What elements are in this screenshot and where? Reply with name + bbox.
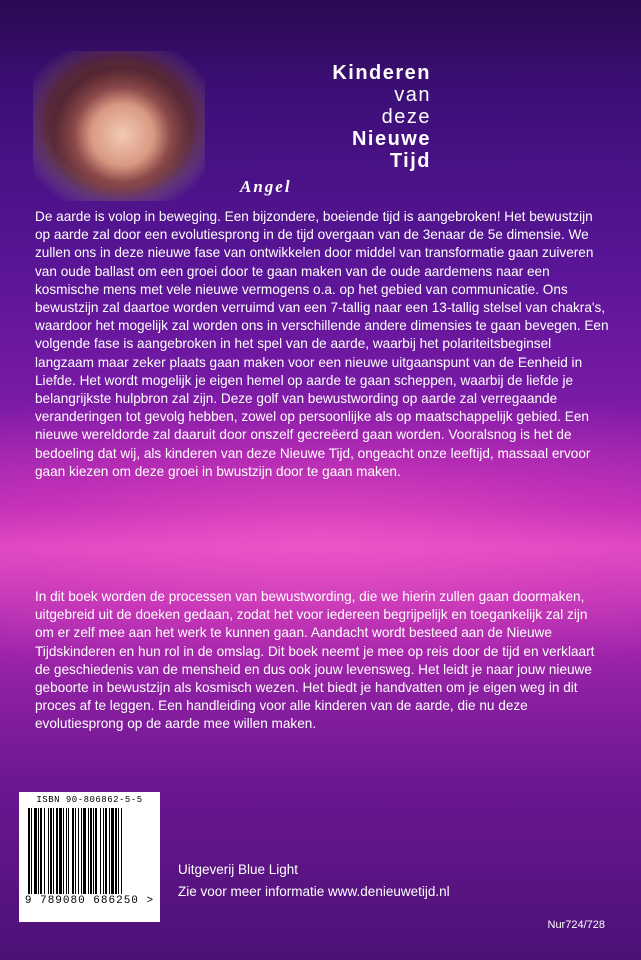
barcode-bar xyxy=(31,808,32,894)
barcode-bar xyxy=(100,808,101,894)
barcode-bar xyxy=(81,808,82,894)
barcode-bar xyxy=(59,808,62,894)
barcode-bar xyxy=(118,808,119,894)
barcode-bar xyxy=(53,808,54,894)
barcode-bar xyxy=(111,808,114,894)
isbn-barcode-box xyxy=(19,792,160,922)
author-photo xyxy=(33,51,205,201)
barcode-bar xyxy=(93,808,94,894)
barcode-digits: 9 789080 686250 > xyxy=(24,895,155,907)
barcode-bar xyxy=(68,808,69,894)
nur-code: Nur724/728 xyxy=(547,919,605,931)
publisher-name: Uitgeverij Blue Light xyxy=(178,862,299,877)
barcode-bar xyxy=(72,808,74,894)
blurb-paragraph-2: In dit boek worden de processen van bewustwording, die we hierin zullen gaan doormaken, uitgebreid uit de doeken gedaan, zodat het voor iedereen begrijpelijk en toegankelijk zal zijn om er zelf mee aan het werk te kunnen gaan. Aandacht wordt besteed aan de Nieuwe Tijdskinderen en hun rol in de omslag. Dit boek neemt je mee op reis door de tijd en verklaart de geschiedenis van de mensheid en dus ook jouw levensweg. Het leidt je naar jouw nieuwe geboorte in bewustzijn als kosmisch wezen. Het biedt je handvatten om je eigen weg in dit proces af te leggen. Een handleiding voor alle kinderen van de aarde, die nu deze evolutiesprong op de aarde mee willen maken. xyxy=(35,589,595,732)
blurb-paragraph-1: De aarde is volop in beweging. Een bijzondere, boeiende tijd is aangebroken! Het bewustzijn op aarde zal door een evolutiesprong in de tijd overgaan van de 3enaar de 5e dimensie. We zullen ons in deze nieuwe fase van ontwikkelen door middel van transformatie gaan zuiveren van oude ballast om een groei door te gaan maken van de oude aardemens naar een kosmische mens met vele nieuwe vermogens o.a. op het gebied van communicatie. Ons bewustzijn zal daartoe worden verruimd van een 7-tallig naar een 13-tallig stelsel van chakra's, waardoor het mogelijk zal worden ons in verschillende andere dimensies te gaan bevegen. Een volgende fase is aangebroken in het spel van de aarde, waarbij het polariteitsbeginsel langzaam maar zeker plaats gaan maken voor een nieuwe uitgaanspunt van de Eenheid in Liefde. Het wordt mogelijk je eigen hemel op aarde te gaan scheppen, waarbij de liefde je belangrijkste hulpbron zal zijn. Deze golf van bewustwording op aarde zal verregaande veranderingen tot gevolg hebben, zowel op persoonlijke als op maatschappelijk gebied. Een nieuwe wereldorde zal daaruit door onszelf gecreëerd gaan worden. Vooralsnog is het de bedoeling dat wij, als kinderen van deze Nieuwe Tijd, ongeacht onze leeftijd, massaal ervoor gaan kiezen om deze groei in bwustzijn door te gaan maken. xyxy=(35,209,609,479)
barcode-bar xyxy=(95,808,97,894)
barcode-bar xyxy=(109,808,110,894)
title-line-5: Tijd xyxy=(389,150,431,172)
title-line-2: van xyxy=(394,84,431,106)
barcode-bar xyxy=(44,808,45,894)
title-line-4: Nieuwe xyxy=(351,128,431,150)
barcode-bar xyxy=(48,808,49,894)
barcode-bar xyxy=(103,808,104,894)
title-line-1: Kinderen xyxy=(332,62,431,84)
barcode-bar xyxy=(63,808,64,894)
isbn-label: ISBN 90-806862-5-5 xyxy=(36,795,143,805)
barcode-bar xyxy=(78,808,79,894)
barcode-bar xyxy=(66,808,67,894)
barcode-bar xyxy=(75,808,76,894)
barcode-bar xyxy=(90,808,92,894)
barcode-bar xyxy=(28,808,30,894)
barcode-bar xyxy=(38,808,39,894)
barcode-bar xyxy=(56,808,58,894)
barcode-bar xyxy=(50,808,52,894)
barcode-bar xyxy=(115,808,117,894)
barcode-bar xyxy=(88,808,89,894)
barcode-bar xyxy=(34,808,37,894)
barcode-bar xyxy=(83,808,86,894)
more-info-line: Zie voor meer informatie www.denieuwetijd.nl xyxy=(178,884,450,899)
barcode-icon xyxy=(28,808,151,894)
author-name: Angel xyxy=(240,177,292,196)
barcode-bar xyxy=(105,808,107,894)
book-title xyxy=(332,62,431,172)
barcode-bar xyxy=(40,808,42,894)
title-line-3: deze xyxy=(381,106,431,128)
barcode-bar xyxy=(121,808,122,894)
